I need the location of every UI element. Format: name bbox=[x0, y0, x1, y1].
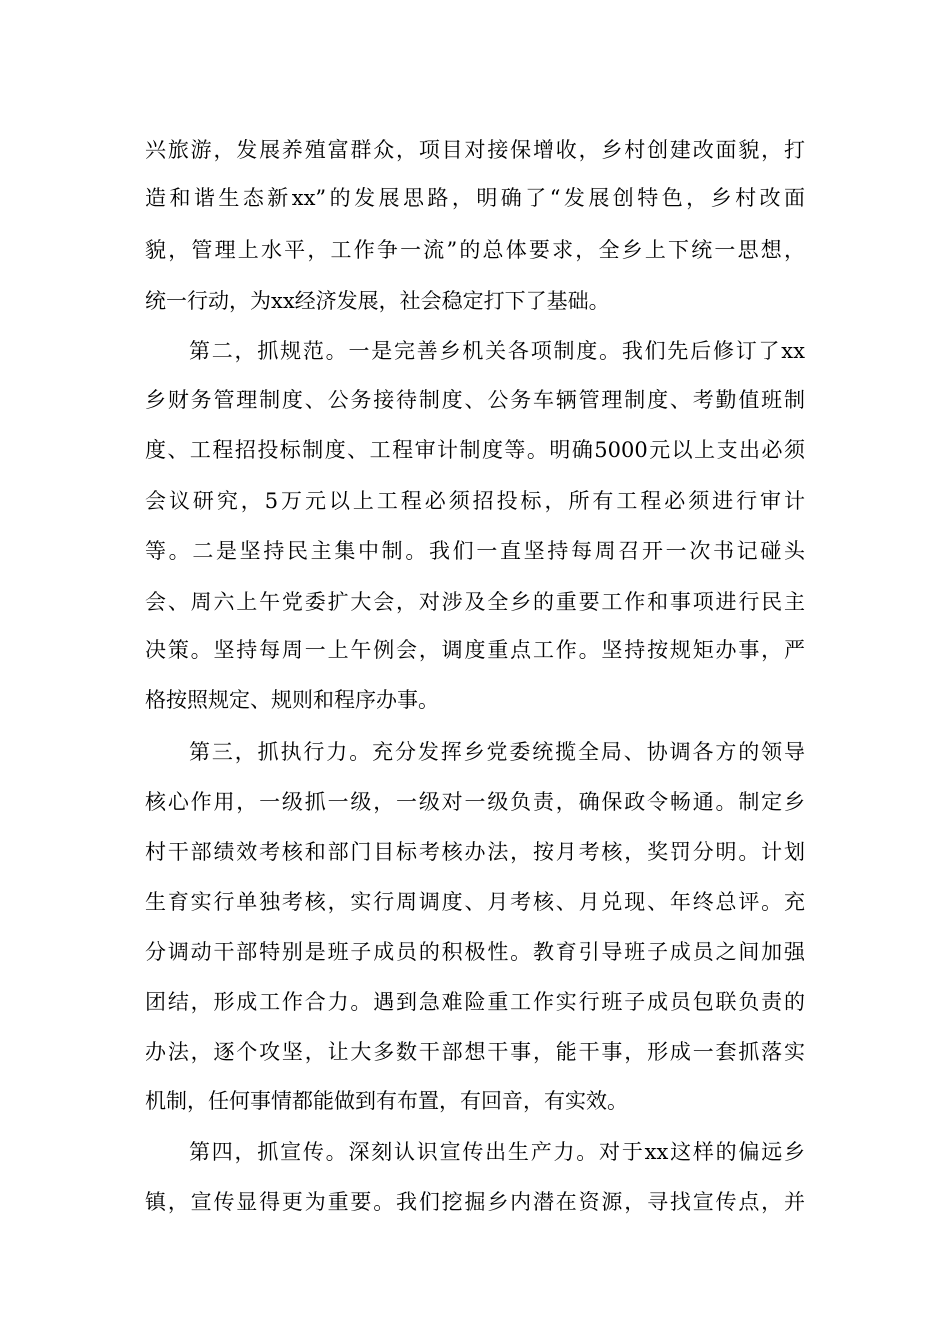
text-line: 造和谐生态新xx”的发展思路，明确了“发展创特色，乡村改面 bbox=[145, 186, 805, 210]
text-line: 决策。坚持每周一上午例会，调度重点工作。坚持按规矩办事，严 bbox=[145, 638, 805, 662]
text-line: 机制，任何事情都能做到有布置，有回音，有实效。 bbox=[145, 1089, 628, 1113]
text-line: 统一行动，为xx经济发展，社会稳定打下了基础。 bbox=[145, 289, 610, 313]
text-line: 格按照规定、规则和程序办事。 bbox=[145, 688, 439, 712]
text-line: 团结，形成工作合力。遇到急难险重工作实行班子成员包联负责的 bbox=[145, 990, 805, 1014]
text-line: 村干部绩效考核和部门目标考核办法，按月考核，奖罚分明。计划 bbox=[145, 840, 805, 864]
text-line: 核心作用，一级抓一级，一级对一级负责，确保政令畅通。制定乡 bbox=[145, 790, 805, 814]
text-line: 乡财务管理制度、公务接待制度、公务车辆管理制度、考勤值班制 bbox=[145, 388, 805, 412]
paragraph-first-line: 第三，抓执行力。充分发挥乡党委统揽全局、协调各方的领导 bbox=[189, 740, 805, 764]
text-line: 貌，管理上水平，工作争一流”的总体要求，全乡上下统一思想， bbox=[145, 238, 805, 262]
text-line: 办法，逐个攻坚，让大多数干部想干事，能干事，形成一套抓落实 bbox=[145, 1040, 805, 1064]
text-line: 度、工程招投标制度、工程审计制度等。明确5000元以上支出必须 bbox=[145, 438, 805, 462]
text-line: 等。二是坚持民主集中制。我们一直坚持每周召开一次书记碰头 bbox=[145, 539, 805, 563]
paragraph-first-line: 第四，抓宣传。深刻认识宣传出生产力。对于xx这样的偏远乡 bbox=[189, 1140, 805, 1164]
text-line: 兴旅游，发展养殖富群众，项目对接保增收，乡村创建改面貌，打 bbox=[145, 138, 805, 162]
text-line: 镇，宣传显得更为重要。我们挖掘乡内潜在资源，寻找宣传点，并 bbox=[145, 1190, 805, 1214]
text-line: 分调动干部特别是班子成员的积极性。教育引导班子成员之间加强 bbox=[145, 940, 805, 964]
text-line: 生育实行单独考核，实行周调度、月考核、月兑现、年终总评。充 bbox=[145, 890, 805, 914]
text-line: 会、周六上午党委扩大会，对涉及全乡的重要工作和事项进行民主 bbox=[145, 590, 805, 614]
text-line: 会议研究，5万元以上工程必须招投标，所有工程必须进行审计 bbox=[145, 489, 805, 513]
paragraph-first-line: 第二，抓规范。一是完善乡机关各项制度。我们先后修订了xx bbox=[189, 339, 805, 363]
